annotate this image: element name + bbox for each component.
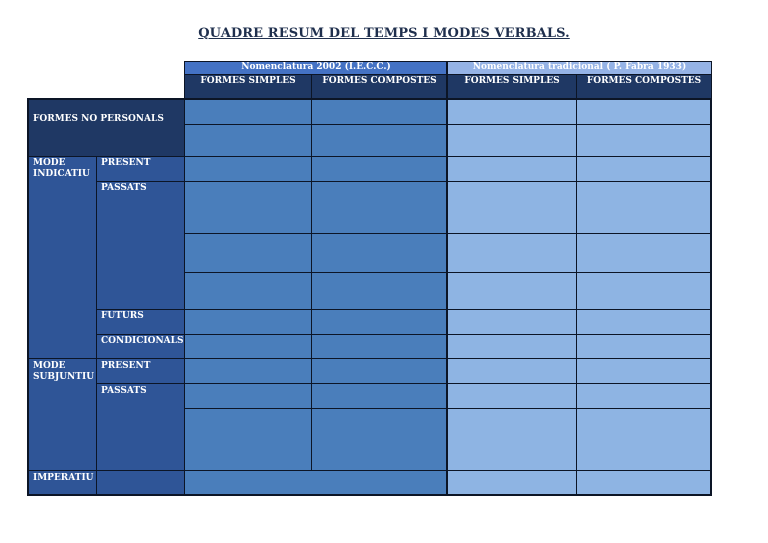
col-header-iecc-compound-label: FORMES COMPOSTES: [322, 76, 437, 86]
page-title: QUADRE RESUM DEL TEMPS I MODES VERBALS.: [198, 26, 570, 41]
row-label-subj-past-text: PASSATS: [101, 386, 147, 396]
col-header-iecc-simple-label: FORMES SIMPLES: [200, 76, 296, 86]
thick-border-outer: [27, 98, 712, 496]
row-label-ind-future-text: FUTURS: [101, 311, 144, 321]
group-header-iecc-label: Nomenclatura 2002 (I.E.C.C.): [241, 62, 391, 72]
group-header-fabra-label: Nomenclatura tradicional ( P. Fabra 1933): [472, 62, 687, 72]
row-label-ind-present-text: PRESENT: [101, 158, 151, 168]
row-label-non-personal-text: FORMES NO PERSONALS: [33, 114, 164, 124]
col-header-fabra-simple-label: FORMES SIMPLES: [464, 76, 560, 86]
row-label-indicative-text: MODE INDICATIU: [33, 158, 90, 179]
row-label-imperative-text: IMPERATIU: [33, 473, 94, 483]
col-header-fabra-compound-label: FORMES COMPOSTES: [586, 76, 702, 86]
row-label-subjunctive-text: MODE SUBJUNTIU: [33, 361, 95, 382]
row-label-ind-past-text: PASSATS: [101, 183, 147, 193]
row-label-ind-conditional-text: CONDICIONALS: [101, 336, 184, 346]
row-label-subj-present-text: PRESENT: [101, 361, 151, 371]
